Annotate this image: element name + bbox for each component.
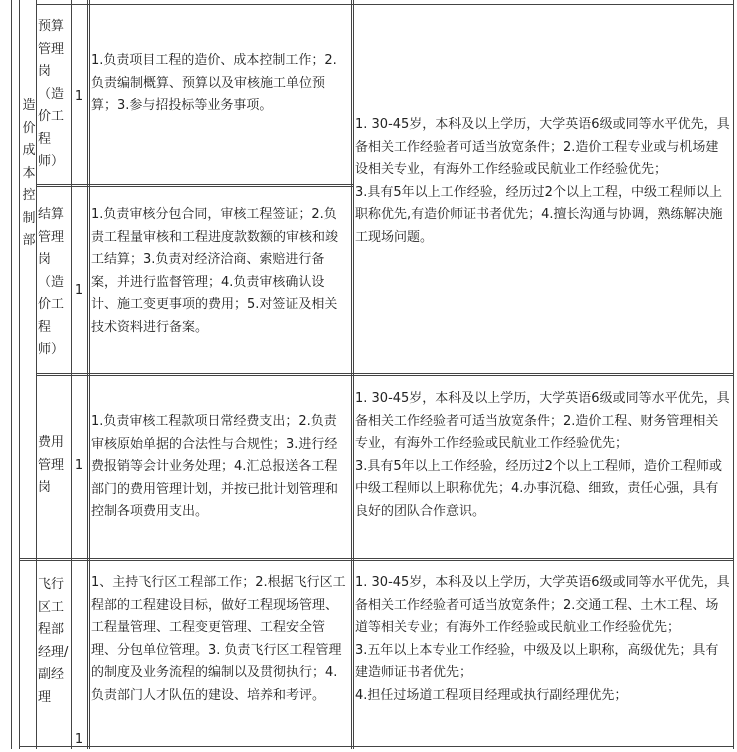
headcount: 1 — [74, 89, 84, 104]
job-duties: 1.负责项目工程的造价、成本控制工作；2.负责编制概算、预算以及审核施工单位预算；3.参与招投标等业务事项。 — [91, 53, 337, 113]
position-name: 结算管理岗（造价工程师） — [38, 207, 65, 357]
headcount: 1 — [74, 732, 84, 747]
table-border — [11, 0, 12, 749]
job-requirements: 1. 30-45岁，本科及以上学历，大学英语6级或同等水平优先，具备相关工作经验者可适当放宽条件；2.造价工程专业或与机场建设相关专业，有海外工作经验或民航业工作经验优先； 3.具有5年以上工作经验，经历过2个以上工程，中级工程师以上职称优先,有造价师证书者优先；4.擅长沟通与协调，熟练解决施工现场问题。 — [355, 117, 730, 245]
table-border — [19, 558, 734, 559]
position-name: 预算管理岗（造价工程师） — [38, 19, 65, 169]
table-border — [36, 186, 353, 187]
job-requirements: 1. 30-45岁，本科及以上学历，大学英语6级或同等水平优先，具备相关工作经验者可适当放宽条件；2.造价工程、财务管理相关专业，有海外工作经验或民航业工作经验优先； 3.具有5年以上工作经验，经历过2个以上工程师，造价工程师或中级工程师以上职称优先；4.办事沉稳、细致，责任心强，具有良好的团队合作意识。 — [355, 391, 730, 519]
position-name: 费用管理岗 — [38, 435, 65, 495]
department-label: 造价成本控制部 — [22, 98, 36, 248]
position-name: 飞行区工程部经理/副经理 — [38, 577, 69, 705]
table-border — [19, 746, 734, 747]
job-duties: 1.负责审核工程款项日常经费支出；2.负责审核原始单据的合法性与合规性；3.进行经费报销等会计业务处理；4.汇总报送各工程部门的费用管理计划，并按已批计划管理和控制各项费用支出。 — [91, 414, 339, 519]
table-border — [36, 4, 734, 5]
job-duties: 1.负责审核分包合同，审核工程签证；2.负责工程量审核和工程进度款数额的审核和竣工结算；3.负责对经济洽商、索赔进行备案，并进行监督管理；4.负责审核确认设计、施工变更事项的费用；5.对签证及相关技术资料进行备案。 — [91, 207, 339, 335]
job-duties: 1、主持飞行区工程部工作；2.根据飞行区工程部的工程建设目标，做好工程现场管理、工程量管理、工程变更管理、工程安全管理、分包单位管理。3. 负责飞行区工程管理的制度及业务流程的编制以及贯彻执行；4.负责部门人才队伍的建设、培养和考评。 — [91, 575, 346, 703]
headcount: 1 — [74, 283, 84, 298]
table-border — [36, 375, 734, 376]
headcount: 1 — [74, 458, 84, 473]
job-requirements: 1. 30-45岁，本科及以上学历，大学英语6级或同等水平优先，具备相关工作经验者可适当放宽条件；2.交通工程、土木工程、场道等相关专业；有海外工作经验或民航业工作经验优先； 3.五年以上本专业工作经验，中级及以上职称，高级优先；具有建造师证书者优先； 4.担任过场道工程项目经理或执行副经理优先； — [355, 575, 730, 703]
table-border — [36, 184, 353, 185]
table-border — [36, 373, 734, 374]
table-border — [19, 560, 734, 561]
